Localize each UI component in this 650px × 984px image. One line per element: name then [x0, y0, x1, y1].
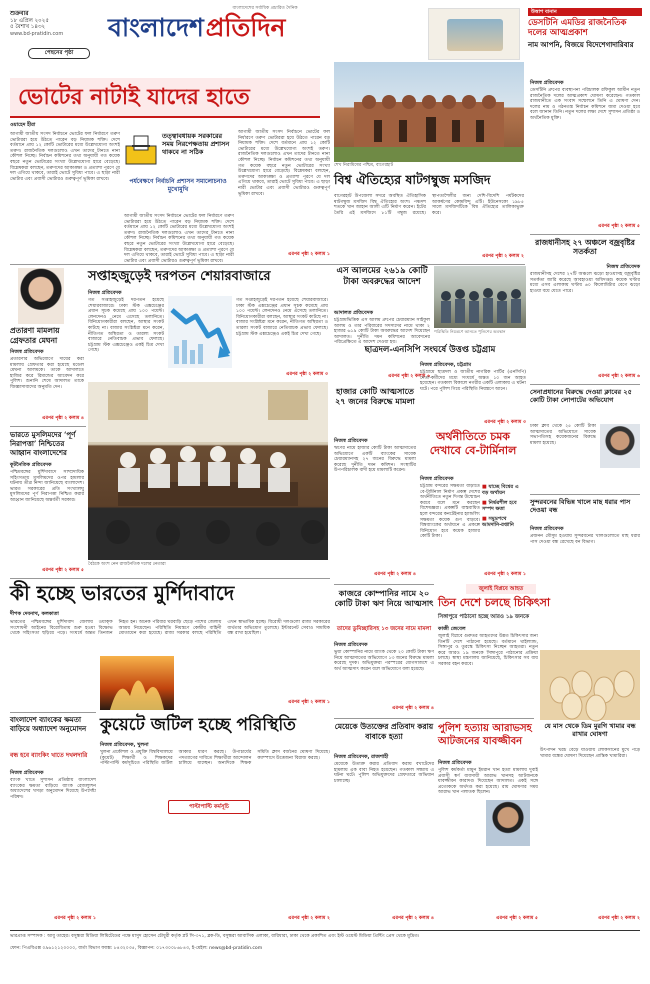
share-byline: নিজস্ব প্রতিবেদক	[88, 290, 122, 296]
pullquote-1: তত্ত্বাবধায়ক সরকারের সময় নিরপেক্ষতায় প্রশাসন থাকবে না সঠিক	[162, 132, 230, 156]
divider	[530, 494, 640, 495]
sidebar-body-2: প্রজনন মৌসুম হওয়ায় সুন্দরবনের খালগুলোতে মাছ ধরার পাস দেওয়া বন্ধ রেখেছে বন বিভাগ।	[530, 534, 640, 545]
treatment-label: জুলাই বিপ্লবে আহত	[466, 584, 536, 594]
divider	[10, 578, 330, 579]
mamla-body: প্রতারণার অভিযোগে দায়ের করা মামলায় গ্রেফতার করা হয়েছে মডেল মেঘনা আলমকে। তাকে আদালতে হাজির করে রিমান্ডের আবেদন করে পুলিশ। শুনানি শেষে আদালত তাকে জিজ্ঞাসাবাদের অনুমতি দেন।	[10, 357, 84, 390]
eggs-icon	[540, 650, 640, 720]
divider	[10, 712, 96, 713]
chattogram-continue: এরপর পৃষ্ঠা ২ কলাম ৩	[484, 420, 526, 425]
rajshahi-byline: নিজস্ব প্রতিবেদক	[606, 264, 640, 270]
kuet-body: খুলনা প্রকৌশল ও প্রযুক্তি বিশ্ববিদ্যালয়ে (কুয়েট) শিক্ষার্থী ও শিক্ষকদের পাল্টাপাল্টি কর্মসূচিতে পরিস্থিতি জটিল আকার ধারণ করছে। উপাচার্যের পদত্যাগের দাবিতে শিক্ষার্থীরা আন্দোলন চালিয়ে যাচ্ছেন। অন্যদিকে শিক্ষক সমিতি ক্লাস বর্জনের ঘোষণা দিয়েছে। ক্যাম্পাসে উত্তেজনা বিরাজ করছে।	[100, 750, 330, 767]
share-headline: সপ্তাহজুড়েই দরপতন শেয়ারবাজারে	[88, 269, 271, 284]
heritage-body: বাগেরহাট উপজেলা সদরে অবস্থিত ঐতিহাসিক ষাটগম্বুজ মসজিদ বিশ্ব ঐতিহ্যের অংশ। পঞ্চদশ শতকে খান জাহান আলী এটি নির্মাণ করেন। ইটের তৈরি এই মসজিদে ৮১টি গম্বুজ রয়েছে। স্থাপত্যশৈলীর জন্য দেশি-বিদেশি পর্যটকদের আকর্ষণের কেন্দ্রবিন্দু এটি। ইউনেসকো ১৯৮৫ সালে মসজিদটিকে বিশ্ব ঐতিহ্যের তালিকাভুক্ত করে।	[334, 194, 524, 216]
back-page-tag	[28, 48, 90, 59]
feature-label: উত্তাপ বানান	[528, 8, 642, 16]
sidebar-body-3: উৎপাদন খরচ বেড়ে যাওয়ায় লোকসানের মুখে পড়ে খামার বন্ধের ঘোষণা দিয়েছেন প্রান্তিক খামারিরা।	[540, 748, 640, 759]
sidebar-body-1: ঢাকা ক্লাব থেকে ২৫ কোটি টাকা আত্মসাতের অভিযোগে সাবেক সভাপতিসহ কয়েকজনের বিরুদ্ধে মামলা হয়েছে।	[530, 424, 596, 446]
kuet-byline: নিজস্ব প্রতিবেদক, খুলনা	[100, 742, 149, 748]
bay-terminal-continue: এরপর পৃষ্ঠা ২ কলাম ১	[484, 572, 526, 577]
salam-headline: এস আলমের ২৬১৯ কোটি টাকা অবরুদ্ধের আদেশ	[336, 266, 428, 287]
sidebar-continue: এরপর পৃষ্ঠা ২ কলাম ২	[598, 916, 640, 921]
bay-terminal-body: চট্টগ্রাম বন্দরের সক্ষমতা বাড়াতে বে-টার্মিনাল নির্মাণ প্রকল্প দেশের অর্থনীতিতে নতুন দিগন্ত উন্মোচন করবে বলে মনে করছেন বিশেষজ্ঞরা। প্রকল্পটি বাস্তবায়িত হলে বন্দরের কনটেইনার হ্যান্ডলিং সক্ষমতা কয়েক গুণ বাড়বে। বিশ্বব্যাংকের অর্থায়নে এ প্রকল্পে বিনিয়োগ হবে কয়েক হাজার কোটি টাকা।	[420, 484, 480, 540]
kuet-tag-text: পাল্টাপাল্টি কর্মসূচি	[189, 804, 229, 810]
rescue-body: মেয়েকে উত্যক্ত করার প্রতিবাদ করায় বখাটেদের হামলায় এক বাবা নিহত হয়েছেন। গতকাল সন্ধ্যায় এ ঘটনা ঘটে। পুলিশ অভিযুক্তদের গ্রেফতারে অভিযান চালাচ্ছে।	[334, 762, 434, 784]
back-page-label: পেছনের পৃষ্ঠা	[44, 50, 74, 56]
egg-photo	[540, 650, 640, 720]
treatment-byline: কাজী জেবেল	[438, 626, 466, 632]
footer-divider	[10, 930, 640, 931]
police-headline: পুলিশ হত্যায় আরাভসহ আটজনের যাবজ্জীবন	[438, 723, 532, 747]
masthead-tagline: বাংলাদেশের সর্বাধিক প্রচারিত দৈনিক	[232, 6, 298, 11]
man-photo-2	[486, 800, 530, 846]
bankpower-byline: নিজস্ব প্রতিবেদক	[10, 770, 44, 776]
share-continue: এরপর পৃষ্ঠা ২ কলাম ৩	[286, 372, 328, 377]
salam-byline: আদালত প্রতিবেদক	[334, 310, 373, 316]
loan-continue: এরপর পৃষ্ঠা ২ কলাম ৪	[392, 706, 434, 711]
meeting-photo	[88, 382, 328, 560]
police-body: পুলিশ কর্মকর্তা মামুন ইমরান খান হত্যা মামলায় দুবাই প্রবাসী স্বর্ণ ব্যবসায়ী আরাভ খানসহ আটজনকে যাবজ্জীবন কারাদণ্ড দিয়েছেন আদালত। একই সঙ্গে প্রত্যেককে অর্থদণ্ড করা হয়েছে। রায় ঘোষণার সময় আরাভ খান পলাতক ছিলেন।	[438, 768, 538, 796]
main-article-col2: আগামী জাতীয় সংসদ নির্বাচনে ভোটের ফল নির্ধারণে তরুণ ভোটাররা হয়ে উঠতে পারেন বড় নিয়ামক শক্তি। দেশে বর্তমানে প্রায় ১২ কোটি ভোটারের মধ্যে উল্লেখযোগ্য অংশই তরুণ। রাজনৈতিক দলগুলোও এখন তাদের টানতে নানা কৌশল নিচ্ছে। নির্বাচন কমিশনের তথ্য অনুযায়ী গত কয়েক বছরে নতুন ভোটারের সংখ্যা উল্লেখযোগ্য হারে বেড়েছে। বিশ্লেষকরা বলছেন, তরুণদের আকাঙ্ক্ষা ও প্রত্যাশা পূরণে যে দল এগিয়ে থাকবে, তারাই ভোটে সুবিধা পাবে। এ ছাড়া নারী ভোটার এবং প্রবাসী ভোটারও গুরুত্বপূর্ণ ভূমিকা রাখবে।	[238, 130, 330, 197]
chattogram-body: চট্টগ্রামে ছাত্রদল ও জাতীয় নাগরিক পার্টির (এনসিপি) নেতা-কর্মীদের মধ্যে সংঘর্ষে অন্তত ১০ জন আহত হয়েছেন। গতকাল বিকালে নগরীর একটি এলাকায় এ ঘটনা ঘটে। পরে পুলিশ গিয়ে পরিস্থিতি নিয়ন্ত্রণে আনে।	[420, 370, 526, 392]
share-body-1: গত সপ্তাহজুড়েই দরপতন হয়েছে শেয়ারবাজারে। ঢাকা স্টক এক্সচেঞ্জের প্রধান সূচক কমেছে প্রায় ১০০ পয়েন্ট। লেনদেনও নেমে এসেছে তলানিতে। বিনিয়োগকারীরা বলছেন, আস্থার সংকট কাটছে না। বাজার সংশ্লিষ্টরা মনে করেন, নীতিগত অস্থিরতা ও তারল্য সংকট বাজারে নেতিবাচক প্রভাব ফেলছে। চট্টগ্রাম স্টক এক্সচেঞ্জেও একই চিত্র দেখা গেছে।	[88, 298, 164, 354]
divider	[334, 584, 434, 585]
murshidabad-small-headline: ভারতে মুসলিমদের ‘পূর্ণ নিরাপত্তা’ নিশ্চিতের আহ্বান বাংলাদেশের	[10, 430, 76, 457]
loan-subhead: তাদের ডুমিচ্ছারিসহ ১৩ জনের নামে মামলা	[336, 626, 432, 632]
crowd-scene	[434, 266, 526, 328]
main-article-col3: আগামী জাতীয় সংসদ নির্বাচনে ভোটের ফল নির্ধারণে তরুণ ভোটাররা হয়ে উঠতে পারেন বড় নিয়ামক শক্তি। দেশে বর্তমানে প্রায় ১২ কোটি ভোটারের মধ্যে উল্লেখযোগ্য অংশই তরুণ। রাজনৈতিক দলগুলোও এখন তাদের টানতে নানা কৌশল নিচ্ছে। নির্বাচন কমিশনের তথ্য অনুযায়ী গত কয়েক বছরে নতুন ভোটারের সংখ্যা উল্লেখযোগ্য হারে বেড়েছে। বিশ্লেষকরা বলছেন, তরুণদের আকাঙ্ক্ষা ও প্রত্যাশা পূরণে যে দল এগিয়ে থাকবে, তারাই ভোটে সুবিধা পাবে। এ ছাড়া নারী ভোটার এবং প্রবাসী ভোটারও গুরুত্বপূর্ণ ভূমিকা রাখবে।	[124, 214, 234, 264]
hajar-headline: হাজার কোটি আত্মসাতে ২৭ জনের বিরুদ্ধে মামলা	[335, 386, 415, 406]
murshidabad-headline: কী হচ্ছে ভারতের মুর্শিদাবাদে	[10, 581, 235, 605]
pullquote-2: পর্যবেক্ষণে নির্বাচনি প্রশাসন সমালোচনাও মুখোমুখি	[129, 178, 227, 193]
main-headline	[10, 78, 320, 118]
top-right-feature	[528, 8, 642, 76]
bankpower-continue: এরপর পৃষ্ঠা ২ কলাম ১	[54, 916, 96, 921]
sidebar-headline-2: সুন্দরবনের বিভিন্ন খালে মাছ ধরার পাস দেওয়া বন্ধ	[530, 498, 631, 514]
kuet-tag	[168, 800, 250, 814]
share-body-2: গত সপ্তাহজুড়েই দরপতন হয়েছে শেয়ারবাজারে। ঢাকা স্টক এক্সচেঞ্জের প্রধান সূচক কমেছে প্রায় ১০০ পয়েন্ট। লেনদেনও নেমে এসেছে তলানিতে। বিনিয়োগকারীরা বলছেন, আস্থার সংকট কাটছে না। বাজার সংশ্লিষ্টরা মনে করেন, নীতিগত অস্থিরতা ও তারল্য সংকট বাজারে নেতিবাচক প্রভাব ফেলছে। চট্টগ্রাম স্টক এক্সচেঞ্জেও একই চিত্র দেখা গেছে।	[236, 298, 328, 337]
pullquote-box	[124, 130, 234, 214]
meeting-scene	[88, 382, 328, 560]
bullet-1: ■ যাচ্ছে বিশ্বের এ বড় অর্থায়ন	[482, 484, 519, 496]
bullet-3: ■ সমুদ্রপথে আমদানি-রপ্তানি	[482, 516, 514, 528]
masthead-logo	[108, 12, 420, 52]
fire-photo	[100, 656, 174, 710]
mamla-headline: প্রতারণা মামলায় গ্রেফতার মেঘনা	[10, 326, 60, 345]
police-continue: এরপর পৃষ্ঠা ২ কলাম ৫	[496, 916, 538, 921]
bullet-2-text: নির্ভরশীল হবে সম্পদ ক্ষতা	[482, 500, 517, 512]
loan-body: ভুয়া কোম্পানির নামে ব্যাংক থেকে ২০ কোটি টাকা ঋণ নিয়ে আত্মসাতের অভিযোগে ১৩ জনের বিরুদ্ধে মামলা করেছে দুদক। অভিযুক্তরা পরস্পরের যোগসাজশে এ অর্থ আত্মসাৎ করেন বলে অভিযোগে বলা হয়েছে।	[334, 650, 434, 672]
rescue-byline: নিজস্ব প্রতিবেদক, রাজশাহী	[334, 754, 389, 760]
divider	[530, 234, 640, 235]
feature-subhead: নাম আপনি, বিজয়ে বিদেশেগাদারিবার	[528, 41, 634, 50]
bay-terminal-byline: নিজস্ব প্রতিবেদক	[420, 476, 454, 482]
treatment-headline: তিন দেশে চলছে চিকিৎসা	[438, 596, 551, 609]
feature-continue: এরপর পৃষ্ঠা ২ কলাম ৫	[598, 224, 640, 229]
hajar-continue: এরপর পৃষ্ঠা ২ কলাম ৪	[374, 572, 416, 577]
feature-byline: নিজস্ব প্রতিবেদক	[530, 80, 564, 86]
mamla-byline: নিজস্ব প্রতিবেদক	[10, 349, 44, 355]
loan-byline: নিজস্ব প্রতিবেদক	[334, 642, 368, 648]
footer-imprint: ভারপ্রাপ্ত সম্পাদক : আবু তাহের। বসুন্ধরা মিডিয়া লিমিটেডের পক্ষে মাসুদ হোসেন চৌধুরী কর্তৃক প্লট সি-৩৭১, ব্লক-ডি, বসুন্ধরা আবাসিক এলাকা, বারিধারা, ঢাকা থেকে প্রকাশিত এবং ইস্ট ওয়েস্ট মিডিয়া প্রিন্টিং প্রেস থেকে মুদ্রিত।	[10, 934, 420, 939]
murshidabad-body: ভারতের পশ্চিমবঙ্গের মুর্শিদাবাদ জেলায় ওয়াক্ফ সংশোধনী আইনের বিরোধিতায় শুরু হওয়া বিক্ষোভ থেকে সহিংসতা ছড়িয়ে পড়ে। সংঘর্ষে অন্তত তিনজন নিহত হন। অনেক পরিবার ঘরবাড়ি ছেড়ে পাশের জেলায় আশ্রয় নিয়েছেন। পরিস্থিতি নিয়ন্ত্রণে কেন্দ্রীয় বাহিনী মোতায়েন করা হয়েছে। রাজ্য সরকার বলছে পরিস্থিতি এখন স্বাভাবিক হচ্ছে। বিরোধী দলগুলো রাজ্য সরকারের ব্যর্থতার অভিযোগ তুলেছে। ইন্টারনেট সেবাও সাময়িক বন্ধ রাখা হয়েছিল।	[10, 620, 330, 637]
bullet-2: ■ নির্ভরশীল হবে সম্পদ ক্ষতা	[482, 500, 517, 512]
logo-part2: প্রতিদিন	[205, 13, 286, 42]
sidebar-headline-3: যে মাস থেকে ডিম মুরগি খামার বন্ধ রাখার ঘোষণা	[544, 722, 636, 738]
rajshahi-continue: এরপর পৃষ্ঠা ২ কলাম ৬	[598, 374, 640, 379]
rescue-continue: এরপর পৃষ্ঠা ২ কলাম ৪	[392, 916, 434, 921]
divider	[10, 264, 525, 265]
stock-down-icon	[168, 296, 232, 368]
date-block	[10, 10, 100, 48]
rajshahi-body: রাজধানীসহ দেশের ২৭টি অঞ্চলে ঝড়ো হাওয়াসহ বজ্রবৃষ্টির সতর্কতা জারি করেছে আবহাওয়া অধিদপ্তর। কয়েক ঘণ্টার মধ্যে এসব এলাকায় ঘণ্টায় ৬০ কিলোমিটার বেগে ঝড়ো হাওয়া বয়ে যেতে পারে।	[530, 272, 640, 294]
kuet-headline: কুয়েটে জটিল হচ্ছে পরিস্থিতি	[100, 715, 296, 735]
murshidabad-small-byline: কূটনৈতিক প্রতিবেদক	[10, 462, 52, 468]
heritage-continue: এরপর পৃষ্ঠা ২ কলাম ২	[482, 254, 524, 259]
heritage-headline: বিশ্ব ঐতিহ্যের ষাটগম্বুজ মসজিদ	[334, 172, 491, 187]
feature-body: ডেসটিনি গ্রুপের ব্যবস্থাপনা পরিচালক রফিকুল আমীন নতুন রাজনৈতিক দলের আত্মপ্রকাশ ঘোষণা করেছেন। গতকাল রাজধানীতে এক সংবাদ সম্মেলনে তিনি এ ঘোষণা দেন। দলের নাম ও গঠনতন্ত্র নির্বাচন কমিশনে জমা দেওয়া হবে বলে জানান তিনি। নতুন দলের লক্ষ্য দেশে সুশাসন প্রতিষ্ঠা ও অর্থনৈতিক মুক্তি।	[530, 88, 640, 121]
date-bn: ৫ বৈশাখ ১৪৩২	[10, 24, 46, 31]
day-label: শুক্রবার	[10, 10, 29, 17]
clash-photo	[434, 266, 526, 328]
clash-caption: পরিস্থিতি নিয়ন্ত্রণে আনতে পুলিশের অবস্থান	[434, 329, 506, 334]
hajar-body: ঋণের নামে হাজার কোটি টাকা আত্মসাতের অভিযোগে একটি ব্যাংকের সাবেক চেয়ারম্যানসহ ২৭ জনের বিরুদ্ধে মামলা করেছে দুর্নীতি দমন কমিশন। সংস্থাটির উপপরিচালক বাদী হয়ে মামলাটি করেন।	[334, 446, 416, 474]
heritage-caption: শেখ নিরামিষের পশ্চিম, বাগেরহাট	[334, 163, 394, 168]
bullet-3-text: সমুদ্রপথে আমদানি-রপ্তানি	[482, 516, 514, 528]
main-headline-text: ভোটের নাটাই যাদের হাতে	[18, 84, 250, 110]
logo-part1: বাংলাদেশ	[108, 13, 204, 42]
sidebar-headline-1: সেনাপ্রধানের বিরুদ্ধে দেওয়া ক্লাবের ২৫ কোটি টাকা লোপাটের অভিযোগ	[530, 388, 632, 404]
bankpower-headline: বাংলাদেশ ব্যাংকের ক্ষমতা বাড়িয়ে অধ্যাদেশ অনুমোদন	[10, 715, 87, 733]
divider	[334, 718, 534, 719]
divider	[10, 426, 86, 427]
website[interactable]: www.bd-pratidin.com	[10, 31, 64, 38]
divider	[530, 384, 640, 385]
murshidabad-small-continue: এরপর পৃষ্ঠা ২ কলাম ৫	[42, 568, 84, 573]
main-article-col1: আগামী জাতীয় সংসদ নির্বাচনে ভোটের ফল নির্ধারণে তরুণ ভোটাররা হয়ে উঠতে পারেন বড় নিয়ামক শক্তি। দেশে বর্তমানে প্রায় ১২ কোটি ভোটারের মধ্যে উল্লেখযোগ্য অংশই তরুণ। রাজনৈতিক দলগুলোও এখন তাদের টানতে নানা কৌশল নিচ্ছে। নির্বাচন কমিশনের তথ্য অনুযায়ী গত কয়েক বছরে নতুন ভোটারের সংখ্যা উল্লেখযোগ্য হারে বেড়েছে। বিশ্লেষকরা বলছেন, তরুণদের আকাঙ্ক্ষা ও প্রত্যাশা পূরণে যে দল এগিয়ে থাকবে, তারাই ভোটে সুবিধা পাবে। এ ছাড়া নারী ভোটার এবং প্রবাসী ভোটারও গুরুত্বপূর্ণ ভূমিকা রাখবে।	[10, 132, 120, 182]
mosque-illustration	[334, 62, 524, 162]
bullet-1-text: যাচ্ছে বিশ্বের এ বড় অর্থায়ন	[482, 484, 519, 496]
salam-continue: এরপর পৃষ্ঠা ২ কলাম ৬	[388, 374, 430, 379]
chattogram-headline: ছাত্রদল-এনসিপি সংঘর্ষে উত্তপ্ত চট্টগ্রাম	[364, 345, 496, 355]
woman-photo	[18, 268, 64, 324]
rescue-headline: মেয়েকে উত্যক্তের প্রতিবাদ করায় বাবাকে হত্যা	[334, 722, 434, 741]
bankpower-subhead: বন্ধ হবে ব্যাংকিং খাতে দখলদারি	[10, 752, 88, 759]
bay-terminal-headline: অর্থনীতিতে চমক দেখাবে বে-টার্মিনাল	[429, 430, 517, 457]
main-byline: ওয়াহেদ হীরা	[10, 122, 36, 128]
murshidabad-continue: এরপর পৃষ্ঠা ২ কলাম ১	[288, 700, 330, 705]
date-en: ১৮ এপ্রিল ২০২৫	[10, 17, 49, 24]
mosque-photo	[334, 62, 524, 162]
stock-graph	[168, 296, 232, 368]
rajshahi-headline: রাজধানীসহ ২৭ অঞ্চলে বজ্রবৃষ্টির সতর্কতা	[535, 238, 635, 256]
salam-body: চট্টগ্রামভিত্তিক এস আলম গ্রুপের চেয়ারম্যান সাইফুল আলম ও তার পরিবারের সদস্যদের নামে থাকা ২ হাজার ৬১৯ কোটি টাকা অবরুদ্ধের আদেশ দিয়েছেন আদালত। দুর্নীতি দমন কমিশনের আবেদনের পরিপ্রেক্ষিতে এ আদেশ দেওয়া হয়।	[334, 318, 430, 346]
bay-terminal-bullets	[482, 484, 526, 570]
treatment-body: জুলাই বিপ্লবে গুরুতর আহতদের উন্নত চিকিৎসার জন্য তিনটি দেশে পাঠানো হয়েছে। বর্তমানে থাইল্যান্ড, সিঙ্গাপুর ও তুরস্কে চিকিৎসা নিচ্ছেন আহতরা। নতুন করে আরও ১৯ জনকে সিঙ্গাপুরে পাঠানোর প্রক্রিয়া চলছে। স্বাস্থ্য মন্ত্রণালয় জানিয়েছে, চিকিৎসার সব ব্যয় সরকার বহন করবে।	[438, 634, 538, 667]
murshidabad-small-body: পশ্চিমবঙ্গের মুর্শিদাবাদে সাম্প্রদায়িক সহিংসতায় মুসলিমদের ওপর হামলার ঘটনায় তীব্র নিন্দা জানিয়েছে বাংলাদেশ। ভারত সরকারের প্রতি সংখ্যালঘু মুসলিমদের পূর্ণ নিরাপত্তা নিশ্চিত করার আহ্বান জানিয়েছে অন্তর্বর্তী সরকার।	[10, 470, 84, 503]
top-ad-box	[428, 8, 520, 60]
kuet-continue: এরপর পৃষ্ঠা ২ কলাম ২	[288, 916, 330, 921]
bankpower-body: ব্যাংক খাতে সুশাসন প্রতিষ্ঠায় বাংলাদেশ ব্যাংকের ক্ষমতা বাড়িয়ে ব্যাংক রেজল্যুশন অধ্যাদেশের খসড়া অনুমোদন দিয়েছে উপদেষ্টা পরিষদ।	[10, 778, 96, 800]
man-photo-1	[600, 424, 640, 468]
meeting-caption: বৈঠকে অংশ নেন রাজনৈতিক দলের নেতারা	[88, 562, 166, 567]
mamla-continue: এরপর পৃষ্ঠা ২ কলাম ৪	[42, 416, 84, 421]
treatment-subhead: সিঙ্গাপুরে পাঠানো হচ্ছে আরও ১৯ জনকে	[438, 614, 530, 620]
feature-headline: ডেসটিনি এমডির রাজনৈতিক দলের আত্মপ্রকাশ	[528, 18, 627, 39]
fire-scene	[100, 656, 174, 710]
main-continue: এরপর পৃষ্ঠা ২ কলাম ১	[288, 252, 330, 257]
police-byline: নিজস্ব প্রতিবেদক	[438, 760, 472, 766]
loan-headline: কাজরে কোম্পানির নামে ২০ কোটি টাকা ঋণ নিয়ে আত্মসাৎ	[334, 588, 434, 608]
sidebar-byline: নিজস্ব প্রতিবেদক	[530, 526, 564, 532]
ballot-box-icon	[124, 134, 158, 166]
murshidabad-byline: দীপক দেবনাথ, কলকাতা	[10, 611, 59, 617]
hajar-byline: নিজস্ব প্রতিবেদক	[334, 438, 368, 444]
chattogram-byline: নিজস্ব প্রতিবেদক, চট্টগ্রাম	[420, 362, 471, 368]
ad-shape	[447, 19, 503, 51]
footer-contact: ফোন: পিএবিএক্স ০৯৬১২১২০০০০, বার্তা বিভাগ ফ্যাক্স: ৮৪৩২০৩৫, বিজ্ঞাপন: ০১৭৩০০৮৬৮৪৩, ই-মেইল: news@bd-pratidin.com	[10, 946, 263, 951]
